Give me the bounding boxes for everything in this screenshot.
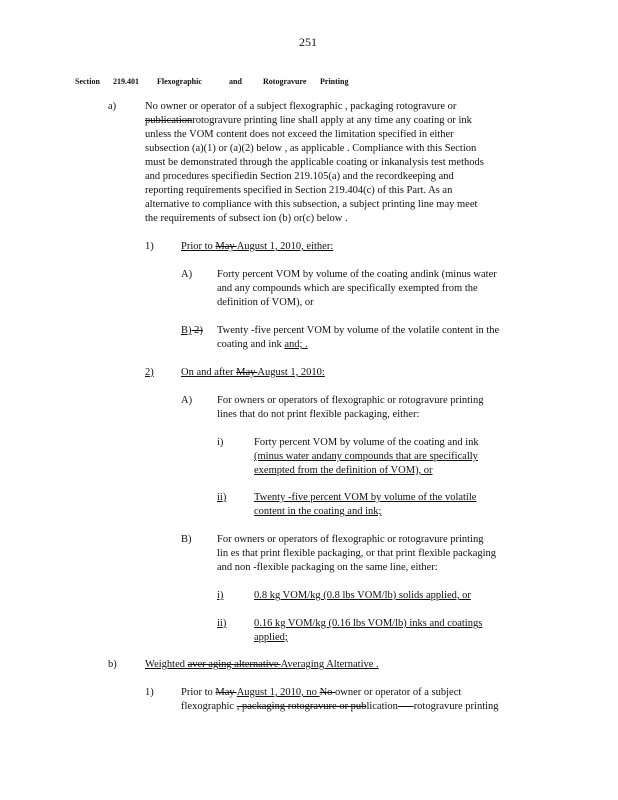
text-line: applied; bbox=[254, 632, 288, 643]
text-line: Twenty -five percent VOM by volume of the volatile content in the bbox=[217, 325, 500, 336]
text-line: (minus water andany compounds that are specifically bbox=[254, 451, 478, 462]
text-line: 0.8 kg VOM/kg (0.8 lbs VOM/lb) solids applied, or bbox=[254, 590, 471, 601]
text-span: Weighted bbox=[145, 659, 188, 670]
struck-text: No bbox=[319, 687, 336, 698]
struck-text bbox=[398, 701, 414, 712]
text-line bbox=[145, 659, 379, 671]
text-line: reporting requirements specified in Section 219.404(c) of this Part. As an bbox=[145, 185, 453, 196]
text-line: unless the VOM content does not exceed the limitation specified in either bbox=[145, 129, 454, 140]
text-line: the requirements of subsect ion (b) or(c) below . bbox=[145, 213, 348, 224]
paragraph-label: 1) bbox=[145, 687, 154, 698]
item-label: A) bbox=[181, 395, 193, 406]
item-label bbox=[181, 325, 203, 337]
text-line: Twenty -five percent VOM by volume of the volatile bbox=[254, 492, 477, 503]
text-line: lin es that print flexible packaging, or that print flexible packaging bbox=[217, 548, 497, 559]
subsection-label: b) bbox=[108, 659, 117, 670]
text-line: 0.16 kg VOM/kg (0.16 lbs VOM/lb) inks and coatings bbox=[254, 618, 483, 629]
text-line: No owner or operator of a subject flexographic , packaging rotogravure or bbox=[145, 101, 457, 112]
section-title-word: Flexographic bbox=[157, 77, 202, 86]
text-span: On and after bbox=[181, 367, 237, 378]
text-line: alternative to compliance with this subsection, a subject printing line may meet bbox=[145, 199, 478, 210]
text-line: must be demonstrated through the applicable coating or inkanalysis test methods bbox=[145, 157, 484, 168]
page-number: 251 bbox=[299, 35, 317, 49]
struck-text: , packaging rotogravure or pub bbox=[236, 701, 367, 712]
struck-text: aver aging alternative bbox=[187, 659, 281, 670]
text-span: August 1, 2010: bbox=[257, 367, 325, 378]
text-line: exempted from the definition of VOM), or bbox=[254, 465, 433, 476]
section-number: 219.401 bbox=[113, 77, 139, 86]
text-span: Prior to bbox=[181, 241, 216, 252]
clause-label: ii) bbox=[217, 492, 227, 503]
paragraph-label: 2) bbox=[145, 367, 154, 378]
text-line bbox=[217, 339, 308, 351]
text-span: Averaging Alternative . bbox=[280, 659, 379, 670]
text-line bbox=[181, 367, 325, 379]
text-span: coating and ink bbox=[217, 339, 282, 350]
section-title-word: and bbox=[229, 77, 242, 86]
inserted-text: August 1, 2010, no bbox=[236, 687, 320, 698]
subsection-label: a) bbox=[108, 101, 117, 112]
inserted-text: B) bbox=[181, 325, 192, 336]
struck-text: publication bbox=[145, 115, 193, 126]
struck-text: May bbox=[215, 241, 237, 252]
inserted-text: and; . bbox=[284, 339, 308, 350]
text-line: Forty percent VOM by volume of the coating and ink bbox=[254, 437, 479, 448]
text-line: For owners or operators of flexographic or rotogravure printing bbox=[217, 395, 484, 406]
clause-label: i) bbox=[217, 437, 224, 448]
text-line: and non -flexible packaging on the same line, either: bbox=[217, 562, 438, 573]
text-line: For owners or operators of flexographic or rotogravure printing bbox=[217, 534, 484, 545]
text-span: rotogravure printing line shall apply at any time any coating or ink bbox=[192, 115, 472, 126]
struck-text: May bbox=[236, 367, 258, 378]
text-line: subsection (a)(1) or (a)(2) below , as applicable . Compliance with this Section bbox=[145, 143, 477, 154]
paragraph-label: 1) bbox=[145, 241, 154, 252]
clause-label: ii) bbox=[217, 618, 227, 629]
text-span: August 1, 2010, either: bbox=[236, 241, 334, 252]
item-label: B) bbox=[181, 534, 192, 545]
text-span: lication bbox=[366, 701, 398, 712]
text-span: rotogravure printing bbox=[413, 701, 499, 712]
text-line: definition of VOM), or bbox=[217, 297, 314, 308]
text-line bbox=[145, 115, 472, 127]
text-line bbox=[181, 701, 499, 713]
text-span: owner or operator of a subject bbox=[335, 687, 462, 698]
text-line: content in the coating and ink; bbox=[254, 506, 382, 517]
struck-text: 2) bbox=[191, 325, 203, 336]
text-line: and any compounds which are specifically exempted from the bbox=[217, 283, 478, 294]
text-span: flexographic bbox=[181, 701, 237, 712]
item-label: A) bbox=[181, 269, 193, 280]
text-line: and procedures specifiedin Section 219.105(a) and the recordkeeping and bbox=[145, 171, 454, 182]
clause-label: i) bbox=[217, 590, 224, 601]
text-line: lines that do not print flexible packaging, either: bbox=[217, 409, 420, 420]
section-title-word: Rotogravure bbox=[263, 77, 307, 86]
struck-text: May bbox=[215, 687, 237, 698]
text-line bbox=[181, 241, 333, 253]
text-line: Forty percent VOM by volume of the coating andink (minus water bbox=[217, 269, 497, 280]
text-span: Prior to bbox=[181, 687, 216, 698]
text-line bbox=[181, 687, 461, 699]
section-title-word: Printing bbox=[320, 77, 349, 86]
section-label: Section bbox=[75, 77, 100, 86]
